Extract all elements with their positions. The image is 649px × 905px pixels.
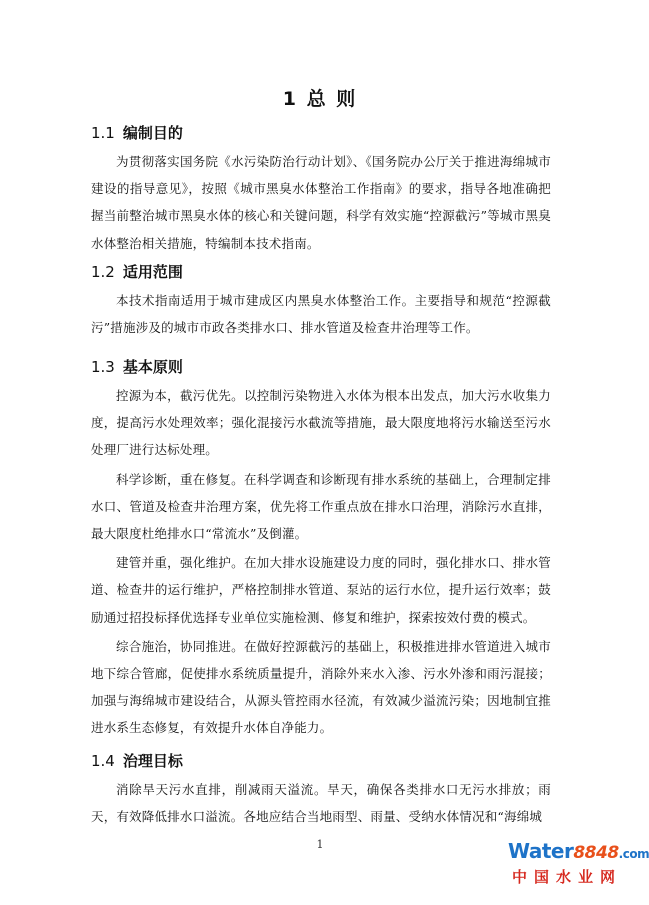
paragraph: 控源为本，截污优先。以控制污染物进入水体为根本出发点，加大污水收集力度，提高污水处理效率；强化混接污水截流等措施，最大限度地将污水输送至污水处理厂进行达标处理。 — [91, 388, 551, 458]
section-1-2 — [91, 261, 551, 343]
section-title: 编制目的 — [122, 124, 183, 142]
watermark-cn-name: 中国水业网 — [512, 868, 623, 886]
watermark-tld: .com — [618, 847, 649, 861]
watermark-number: 8848 — [573, 843, 619, 863]
paragraph: 综合施治，协同推进。在做好控源截污的基础上，积极推进排水管道进入城市地下综合管廊，促使排水系统质量提升，消除外来水入渗、污水外渗和雨污混接；加强与海绵城市建设结合，从源头管控雨水径流，有效减少溢流污染；因地制宜推进水系生态修复，有效提升水体自净能力。 — [91, 638, 551, 736]
watermark-brand — [508, 839, 649, 863]
section-number: 1.4 — [91, 752, 115, 770]
paragraph: 科学诊断，重在修复。在科学调查和诊断现有排水系统的基础上，合理制定排水口、管道及检查井治理方案，优先将工作重点放在排水口治理，消除污水直排，最大限度杜绝排水口“常流水”及倒灌。 — [91, 471, 551, 542]
paragraph: 为贯彻落实国务院《水污染防治行动计划》、《国务院办公厅关于推进海绵城市建设的指导意见》，按照《城市黑臭水体整治工作指南》的要求，指导各地准确把握当前整治城市黑臭水体的核心和关键问题，科学有效实施“控源截污”等城市黑臭水体整治相关措施，特编制本技术指南。 — [91, 154, 551, 251]
section-1-4 — [91, 750, 551, 832]
watermark-logo — [508, 839, 649, 891]
watermark-word: Water — [508, 839, 574, 863]
section-heading — [91, 750, 551, 772]
section-heading — [91, 261, 551, 283]
section-1-1 — [91, 122, 551, 259]
section-number: 1.3 — [91, 358, 115, 376]
chapter-title: 1 总 则 — [282, 88, 358, 110]
section-heading — [91, 122, 551, 144]
section-title: 基本原则 — [122, 358, 183, 376]
section-title: 适用范围 — [122, 263, 183, 281]
section-number: 1.2 — [91, 263, 115, 281]
paragraph: 本技术指南适用于城市建成区内黑臭水体整治工作。主要指导和规范“控源截污”措施涉及的城市市政各类排水口、排水管道及检查井治理等工作。 — [91, 293, 551, 336]
section-1-3 — [91, 356, 551, 744]
section-heading — [91, 356, 551, 378]
section-number: 1.1 — [91, 124, 115, 142]
paragraph: 建管并重，强化维护。在加大排水设施建设力度的同时，强化排水口、排水管道、检查井的运行维护，严格控制排水管道、泵站的运行水位，提升运行效率；鼓励通过招投标择优选择专业单位实施检测、修复和维护，探索按效付费的模式。 — [91, 555, 551, 625]
section-title: 治理目标 — [122, 752, 183, 770]
paragraph: 消除旱天污水直排，削减雨天溢流。旱天，确保各类排水口无污水排放；雨天，有效降低排水口溢流。各地应结合当地雨型、雨量、受纳水体情况和“海绵城 — [91, 782, 551, 825]
page-number: 1 — [316, 838, 324, 851]
